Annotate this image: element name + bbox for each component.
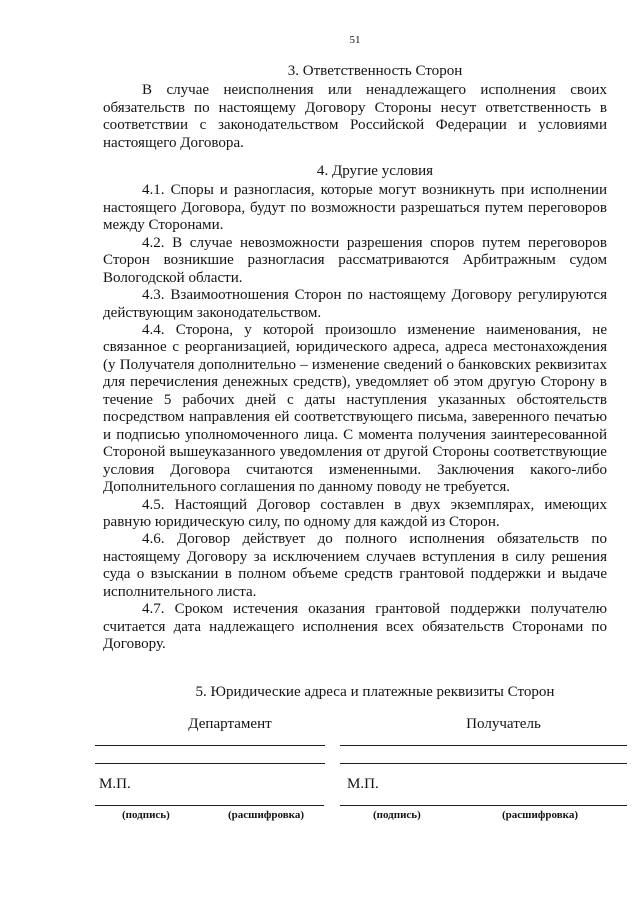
clause-4-7: 4.7. Сроком истечения оказания грантовой поддержки получателю считается дата надлежащего исполнения всех обязательств Сторонами по Договору. (103, 601, 607, 653)
recipient-requisites-line (340, 763, 627, 764)
clause-4-1: 4.1. Споры и разногласия, которые могут возникнуть при исполнении настоящего Договора, будут по возможности разрешаться путем переговоров между Сторонами. (103, 182, 607, 234)
clause-4-6: 4.6. Договор действует до полного исполнения обязательств по настоящему Договору за исключением случаев вступления в силу решения суда о взыскании в полном объеме средств грантовой поддержки и выдаче исполнительного листа. (103, 531, 607, 600)
section-4-title: 4. Другие условия (316, 162, 434, 179)
section-3-paragraph: В случае неисполнения или ненадлежащего исполнения своих обязательств по настоящему Договору Стороны несут ответственность в соответствии с законодательством Российской Федерации и условиями настоящего Договора. (103, 82, 607, 151)
recipient-signature-line (340, 805, 627, 806)
clause-4-2: 4.2. В случае невозможности разрешения споров путем переговоров Сторон возникшие разногласия рассматриваются Арбитражным судом Вологодской области. (103, 234, 607, 286)
department-signature-caption: (подпись) (122, 808, 170, 821)
clause-4-3: 4.3. Взаимоотношения Сторон по настоящему Договору регулируются действующим законодательством. (103, 287, 607, 321)
recipient-requisites-line (340, 745, 627, 746)
party-department-name: Департамент (188, 715, 272, 732)
requisites-signature-block (95, 716, 627, 826)
section-5-title: 5. Юридические адреса и платежные реквизиты Сторон (195, 684, 555, 701)
department-requisites-line (95, 745, 325, 746)
party-recipient-name: Получатель (466, 715, 541, 732)
department-stamp-placeholder: М.П. (99, 775, 131, 792)
clause-4-5: 4.5. Настоящий Договор составлен в двух экземплярах, имеющих равную юридическую силу, по одному для каждой из Сторон. (103, 496, 607, 531)
department-signature-line (95, 805, 324, 806)
recipient-decoding-caption: (расшифровка) (502, 808, 579, 821)
recipient-stamp-placeholder: М.П. (347, 775, 379, 792)
clause-4-4: 4.4. Сторона, у которой произошло изменение наименования, не связанное с реорганизацией, юридического адреса, адреса местонахождения (у Получателя дополнительно – изменение сведений о банковских реквизитах для перечисления денежных средств), уведомляет об этом другую Сторону в течение 5 рабочих дней с даты наступления указанных обстоятельств посредством направления ей соответствующего письма, заверенного печатью и подписью уполномоченного лица. С момента получения заинтересованной Стороной вышеуказанного уведомления от другой Стороны соответствующие условия Договора считаются измененными. Заключения какого-либо Дополнительного соглашения по данному поводу не требуется. (103, 322, 607, 496)
department-requisites-line (95, 763, 325, 764)
page-number: 51 (349, 34, 361, 46)
section-3-title: 3. Ответственность Сторон (287, 63, 463, 79)
department-decoding-caption: (расшифровка) (228, 808, 305, 821)
document-body (99, 63, 607, 826)
recipient-signature-caption: (подпись) (373, 808, 421, 821)
